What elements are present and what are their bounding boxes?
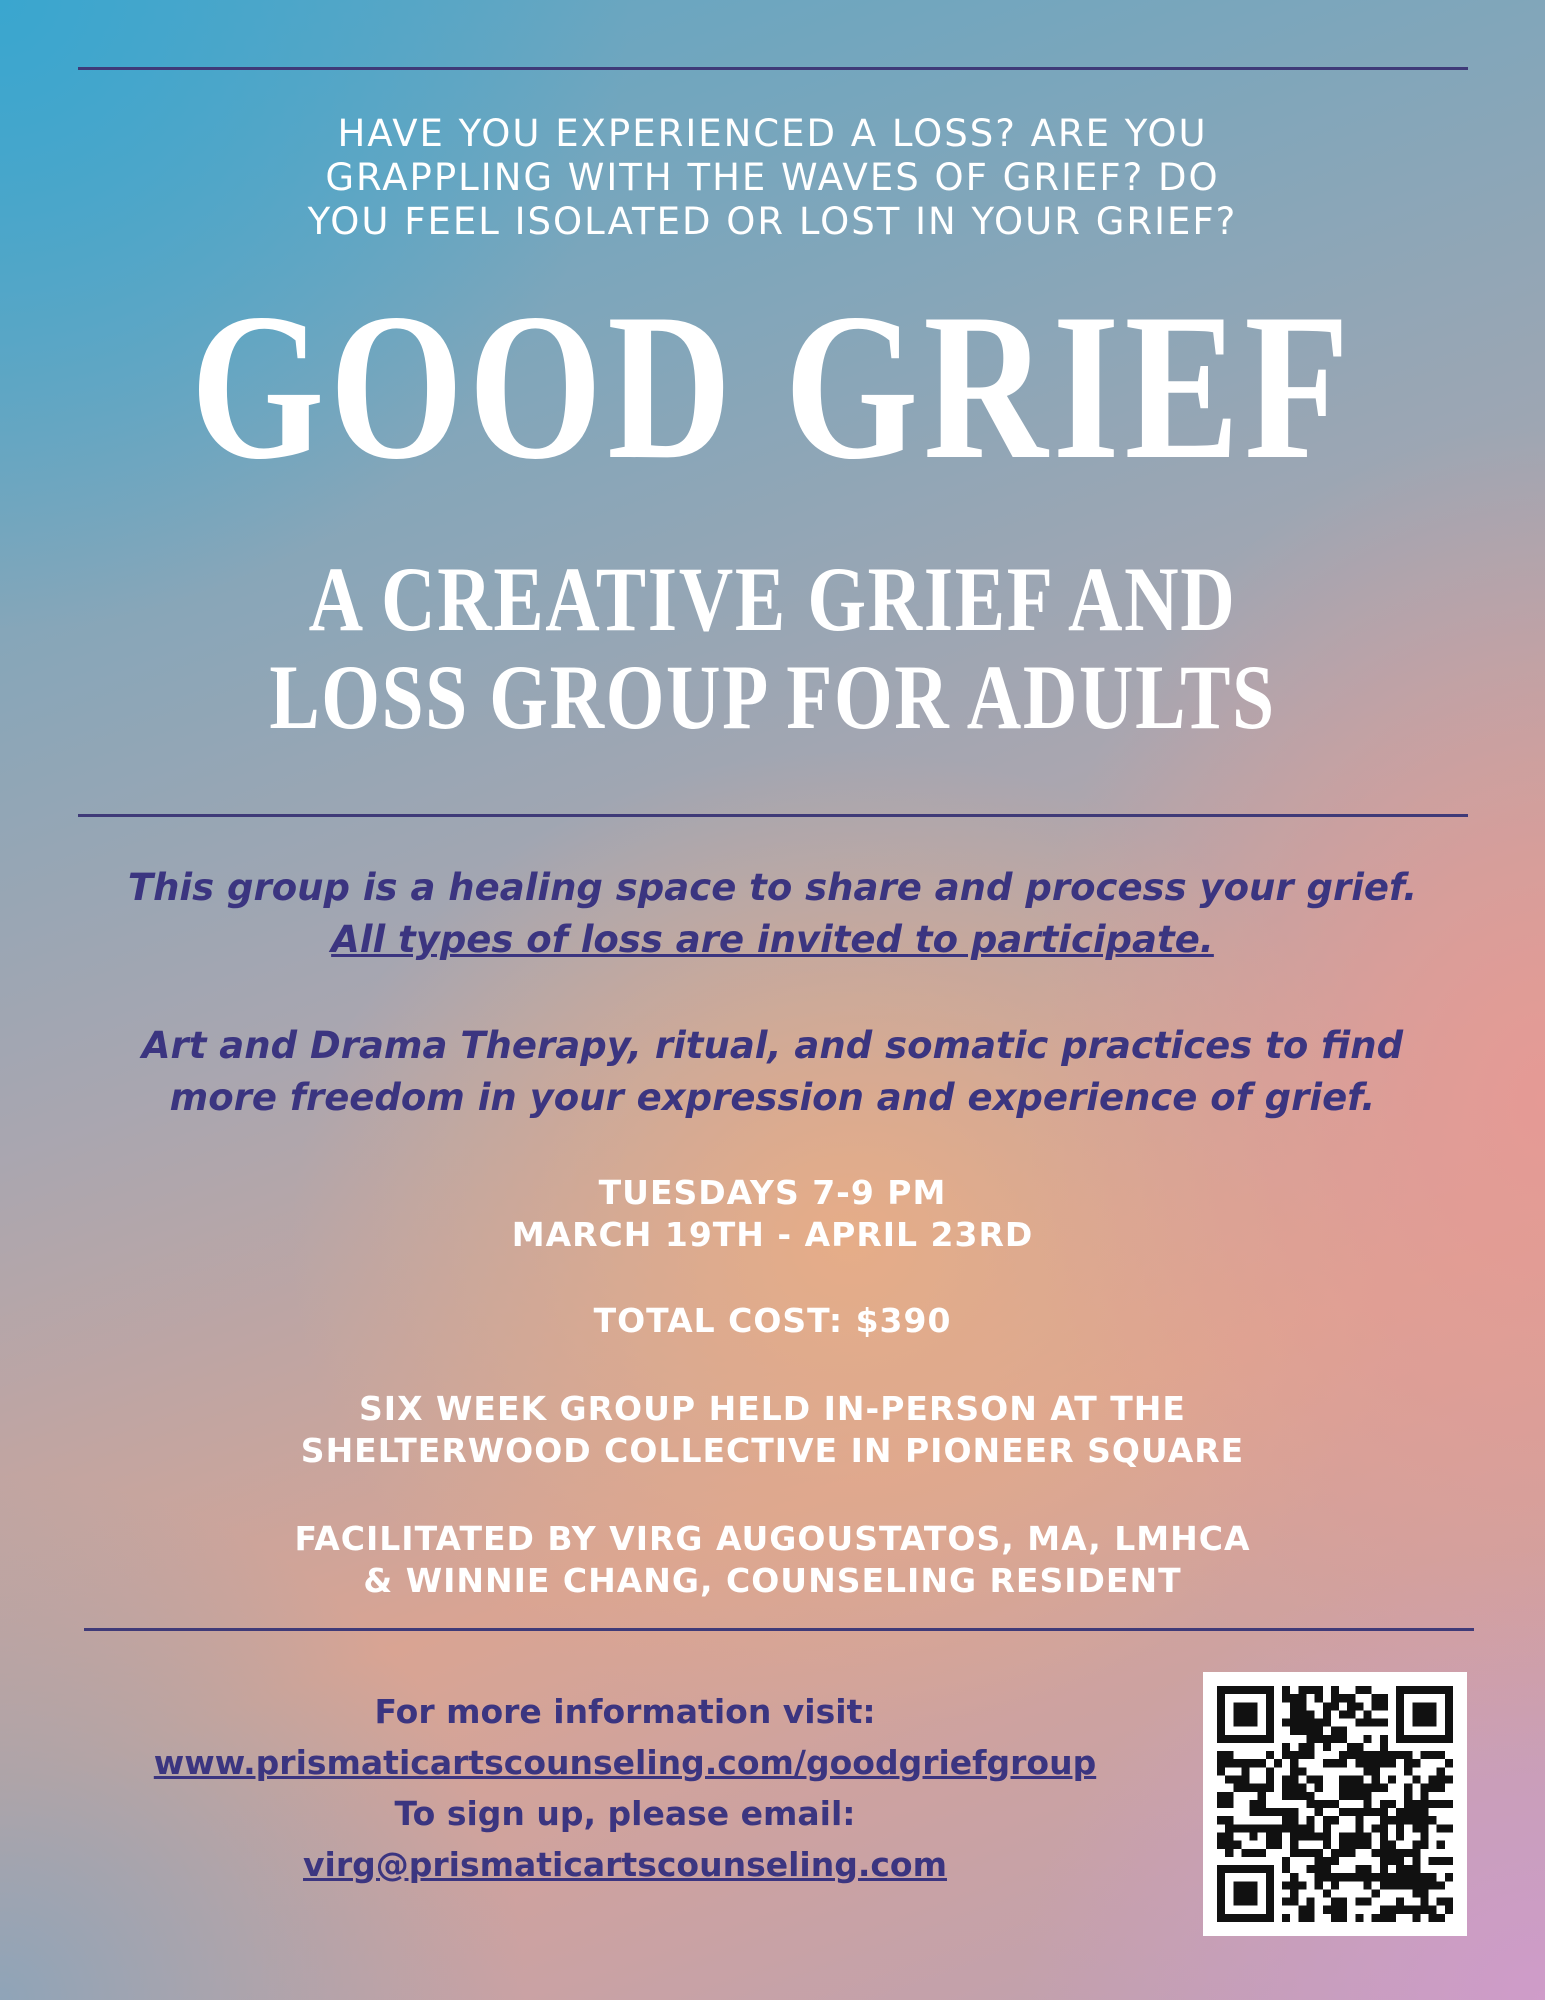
subtitle-line: LOSS GROUP FOR ADULTS [269,646,1276,748]
location-line: SIX WEEK GROUP HELD IN-PERSON AT THE [359,1389,1186,1428]
page-title: GOOD GRIEF [190,271,1355,503]
schedule [0,1172,1545,1256]
top-divider [78,67,1468,70]
intro-line: YOU FEEL ISOLATED OR LOST IN YOUR GRIEF? [307,200,1238,243]
qr-code-icon [1217,1686,1453,1922]
middle-divider [78,814,1468,817]
intro-questions [0,112,1545,244]
description-paragraph-1 [0,862,1545,966]
info-label: For more information visit: [374,1692,876,1731]
schedule-dates: MARCH 19TH - APRIL 23RD [511,1215,1034,1254]
website-link[interactable]: www.prismaticartscounseling.com/goodgriefgroup [153,1743,1097,1782]
email-link[interactable]: virg@prismaticartscounseling.com [303,1845,947,1884]
description-line: more freedom in your expression and experience of grief. [169,1076,1376,1119]
qr-code[interactable] [1203,1672,1467,1936]
schedule-day: TUESDAYS 7-9 PM [598,1173,947,1212]
description-paragraph-2 [0,1020,1545,1124]
subtitle [139,550,1406,746]
contact-info [60,1686,1190,1890]
subtitle-line: A CREATIVE GRIEF AND [308,548,1237,650]
intro-line: HAVE YOU EXPERIENCED A LOSS? ARE YOU [337,112,1208,155]
facilitators [0,1518,1545,1602]
facilitators-line: FACILITATED BY VIRG AUGOUSTATOS, MA, LMHCA [294,1519,1251,1558]
location-line: SHELTERWOOD COLLECTIVE IN PIONEER SQUARE [300,1431,1245,1470]
description-line: This group is a healing space to share and process your grief. [127,866,1418,909]
signup-label: To sign up, please email: [394,1794,856,1833]
intro-line: GRAPPLING WITH THE WAVES OF GRIEF? DO [325,156,1220,199]
description-line: Art and Drama Therapy, ritual, and somatic practices to find [141,1024,1404,1067]
all-loss-invited-text: All types of loss are invited to participate. [331,918,1214,961]
bottom-divider [84,1628,1474,1631]
total-cost: TOTAL COST: $390 [593,1301,952,1340]
location [0,1388,1545,1472]
facilitators-line: & WINNIE CHANG, COUNSELING RESIDENT [363,1561,1182,1600]
